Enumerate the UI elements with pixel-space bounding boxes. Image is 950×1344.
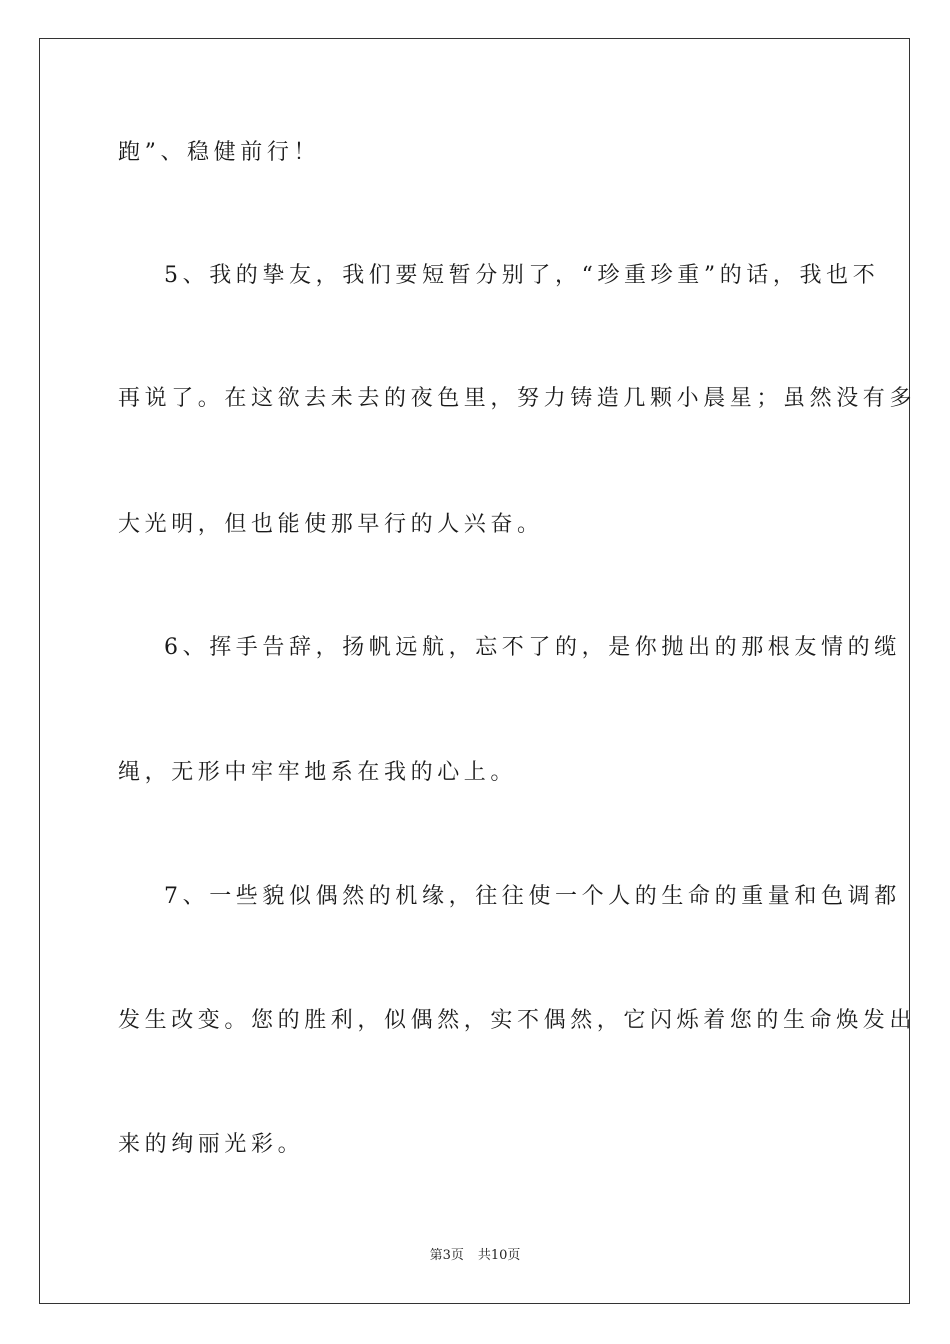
text-line-9: 来的绚丽光彩。 (118, 1132, 305, 1157)
text-line-5: 6、挥手告辞，扬帆远航，忘不了的，是你抛出的那根友情的缆 (164, 635, 901, 660)
text-line-7: 7、一些貌似偶然的机缘，往往使一个人的生命的重量和色调都 (164, 884, 901, 909)
page-total: 共10页 (477, 1248, 521, 1263)
text-line-3: 再说了。在这欲去未去的夜色里，努力铸造几颗小晨星；虽然没有多 (118, 386, 917, 411)
page-border (39, 38, 917, 1304)
page-footer (0, 1247, 950, 1265)
text-line-2: 5、我的挚友，我们要短暂分别了，“珍重珍重”的话，我也不 (164, 263, 880, 288)
text-line-8: 发生改变。您的胜利，似偶然，实不偶然，它闪烁着您的生命焕发出 (118, 1008, 917, 1033)
text-line-1: 跑”、稳健前行！ (118, 140, 321, 165)
text-line-4: 大光明，但也能使那早行的人兴奋。 (118, 512, 544, 537)
page-number: 第3页 (429, 1248, 464, 1263)
text-line-6: 绳，无形中牢牢地系在我的心上。 (118, 760, 518, 785)
